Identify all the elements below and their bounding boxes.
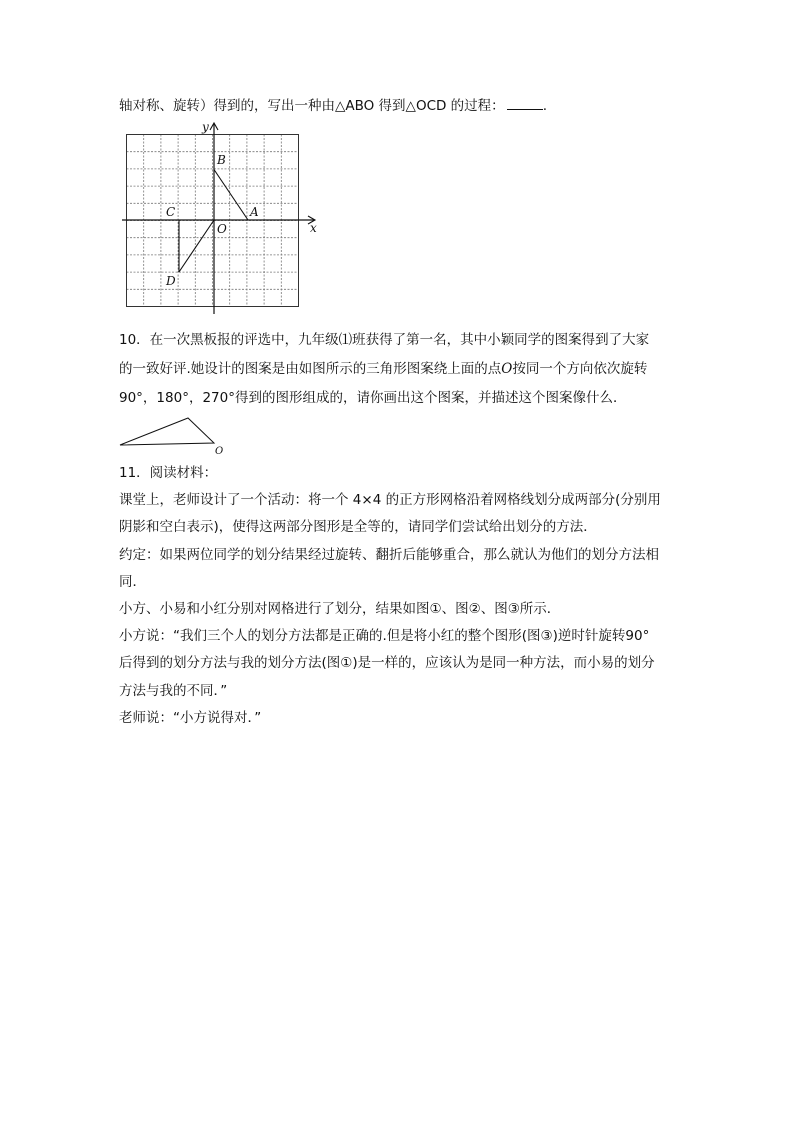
q10-line-3: 90°，180°，270°得到的图形组成的，请你画出这个图案，并描述这个图案像什么． — [119, 390, 627, 406]
q9-text-line — [119, 96, 547, 116]
q11-p5: 老师说：“小方说得对．” — [119, 710, 262, 726]
triangle-figure — [118, 414, 228, 458]
q11-p2-line-2: 同． — [119, 574, 146, 590]
q9-period: . — [542, 98, 547, 114]
q10-line-1: 10．在一次黑板报的评选中，九年级⑴班获得了第一名，其中小颖同学的图案得到了大家 — [119, 332, 650, 348]
q10-line-2-a: 的一致好评.她设计的图案是由如图所示的三角形图案绕上面的点 — [119, 361, 502, 377]
q10-point-o: O — [501, 361, 513, 377]
q11-p4-line-2: 后得到的划分方法与我的划分方法(图①)是一样的，应该认为是同一种方法，而小易的划分 — [119, 655, 655, 671]
segment-BA — [214, 170, 248, 221]
q9-text: 轴对称、旋转）得到的，写出一种由△ABO 得到△OCD 的过程： — [119, 98, 505, 114]
triangle-label-o: O — [215, 446, 224, 457]
q11-p1-line-1: 课堂上，老师设计了一个活动：将一个 4×4 的正方形网格沿着网格线划分成两部分(分别用 — [119, 492, 661, 508]
triangle — [120, 418, 214, 445]
label-y: y — [202, 120, 209, 134]
coordinate-grid-figure — [118, 118, 330, 314]
label-D: D — [166, 274, 176, 288]
segment-DO — [179, 220, 214, 272]
q11-p4-line-3: 方法与我的不同．” — [119, 683, 228, 699]
label-A: A — [250, 205, 259, 219]
q11-p2-line-1: 约定：如果两位同学的划分结果经过旋转、翻折后能够重合，那么就认为他们的划分方法相 — [119, 547, 659, 563]
q11-p1-line-2: 阴影和空白表示)，使得这两部分图形是全等的，请同学们尝试给出划分的方法． — [119, 519, 597, 535]
q11-p4-line-1: 小方说：“我们三个人的划分方法都是正确的.但是将小红的整个图形(图③)逆时针旋转90° — [119, 628, 650, 644]
label-C: C — [166, 205, 176, 219]
label-x: x — [310, 221, 317, 235]
answer-blank[interactable] — [507, 97, 543, 110]
q10-line-2-b: 按同一个方向依次旋转 — [512, 361, 648, 377]
label-O: O — [217, 222, 227, 236]
q11-p3: 小方、小易和小红分别对网格进行了划分，结果如图①、图②、图③所示． — [119, 601, 561, 617]
label-B: B — [217, 153, 226, 167]
q10-line-2 — [119, 359, 647, 379]
q11-title: 11．阅读材料： — [119, 465, 218, 481]
